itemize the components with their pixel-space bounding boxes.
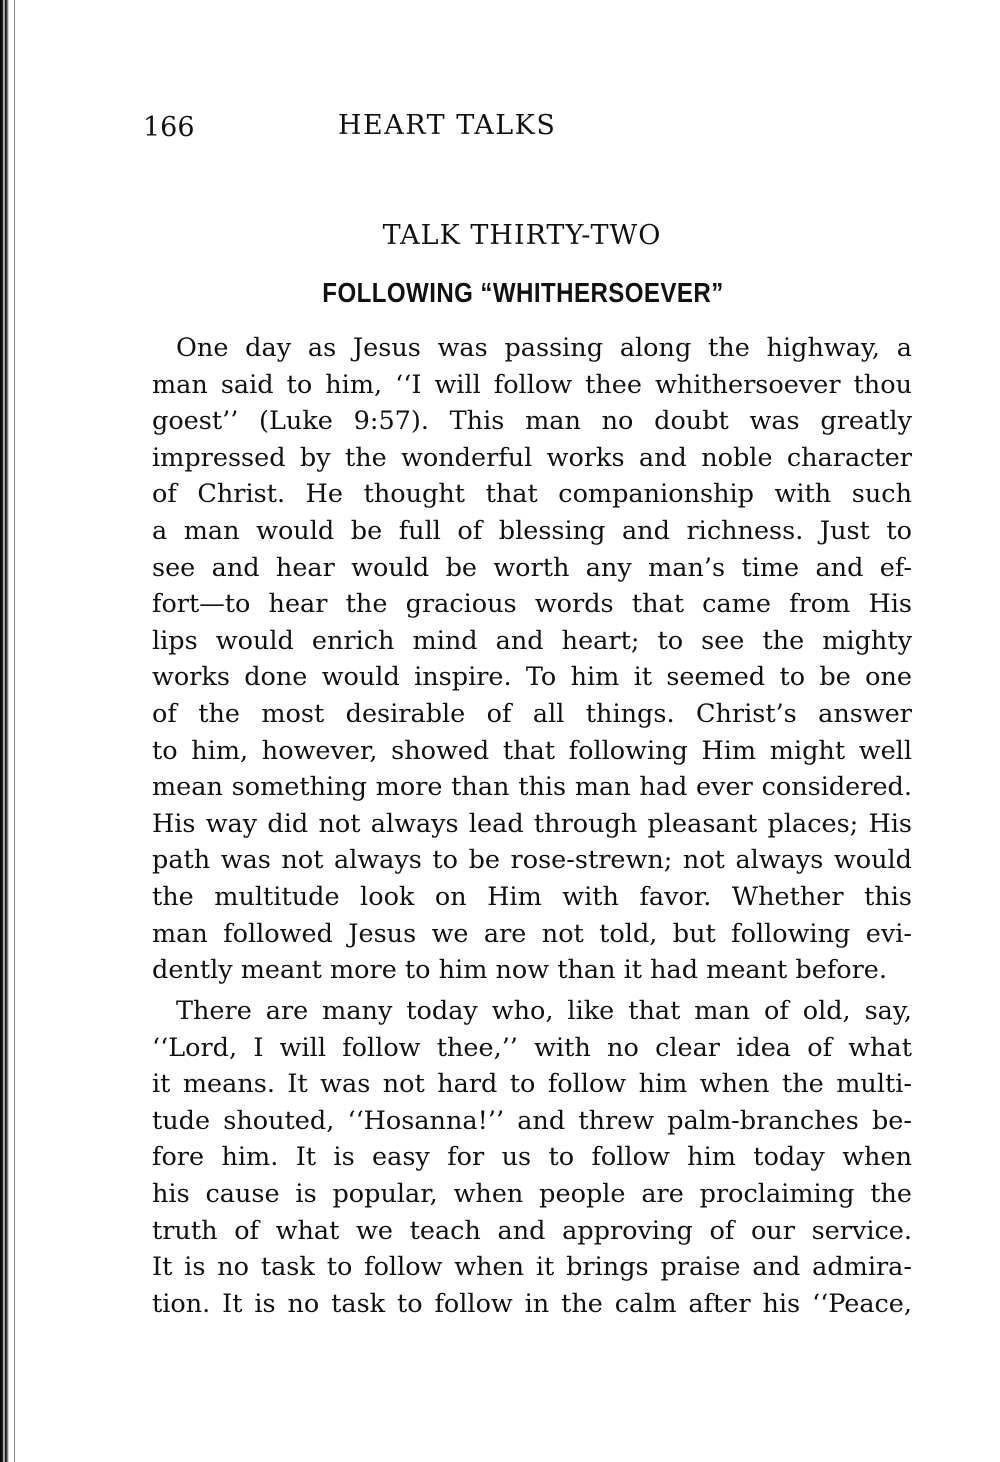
text-line: see and hear would be worth any man’s time and ef- <box>152 552 912 583</box>
paragraph-1 <box>152 330 912 989</box>
text-line: man said to him, ‘‘I will follow thee whithersoever thou <box>152 369 912 400</box>
text-line: of Christ. He thought that companionship with such <box>152 479 912 510</box>
text-line: fort—to hear the gracious words that came from His <box>152 589 912 620</box>
text-line: dently meant more to him now than it had meant before. <box>152 955 888 986</box>
text-line: lips would enrich mind and heart; to see the mighty <box>152 625 912 656</box>
running-head: HEART TALKS <box>338 110 557 141</box>
text-line: It is no task to follow when it brings praise and admira- <box>152 1252 912 1283</box>
page-number: 166 <box>143 112 195 143</box>
text-line: There are many today who, like that man of old, say, <box>176 996 912 1026</box>
text-line: path was not always to be rose-strewn; not always would <box>152 845 912 876</box>
text-line: His way did not always lead through pleasant places; His <box>152 808 912 839</box>
text-line: mean something more than this man had ever considered. <box>152 772 912 803</box>
text-line: it means. It was not hard to follow him when the multi- <box>152 1069 912 1100</box>
text-line: to him, however, showed that following Him might well <box>152 735 912 766</box>
text-line: the multitude look on Him with favor. Whether this <box>152 881 912 912</box>
text-line: fore him. It is easy for us to follow him today when <box>152 1142 912 1173</box>
text-line: impressed by the wonderful works and noble character <box>152 442 912 473</box>
chapter-label: TALK THIRTY-TWO <box>382 220 662 251</box>
text-line: goest’’ (Luke 9:57). This man no doubt was greatly <box>152 406 912 437</box>
text-line: works done would inspire. To him it seemed to be one <box>152 662 912 693</box>
text-line: his cause is popular, when people are proclaiming the <box>152 1178 912 1209</box>
text-line: tude shouted, ‘‘Hosanna!’’ and threw palm-branches be- <box>152 1105 912 1136</box>
text-line: ‘‘Lord, I will follow thee,’’ with no clear idea of what <box>152 1032 912 1063</box>
text-line: truth of what we teach and approving of our service. <box>152 1215 912 1246</box>
chapter-title: FOLLOWING “WHITHERSOEVER” <box>322 277 724 308</box>
text-line: One day as Jesus was passing along the highway, a <box>176 333 912 363</box>
paragraph-2 <box>152 993 912 1322</box>
text-line: a man would be full of blessing and richness. Just to <box>152 515 912 546</box>
text-line: tion. It is no task to follow in the calm after his ‘‘Peace, <box>152 1288 912 1319</box>
text-line: man followed Jesus we are not told, but following evi- <box>152 918 912 949</box>
text-line: of the most desirable of all things. Christ’s answer <box>152 698 912 729</box>
